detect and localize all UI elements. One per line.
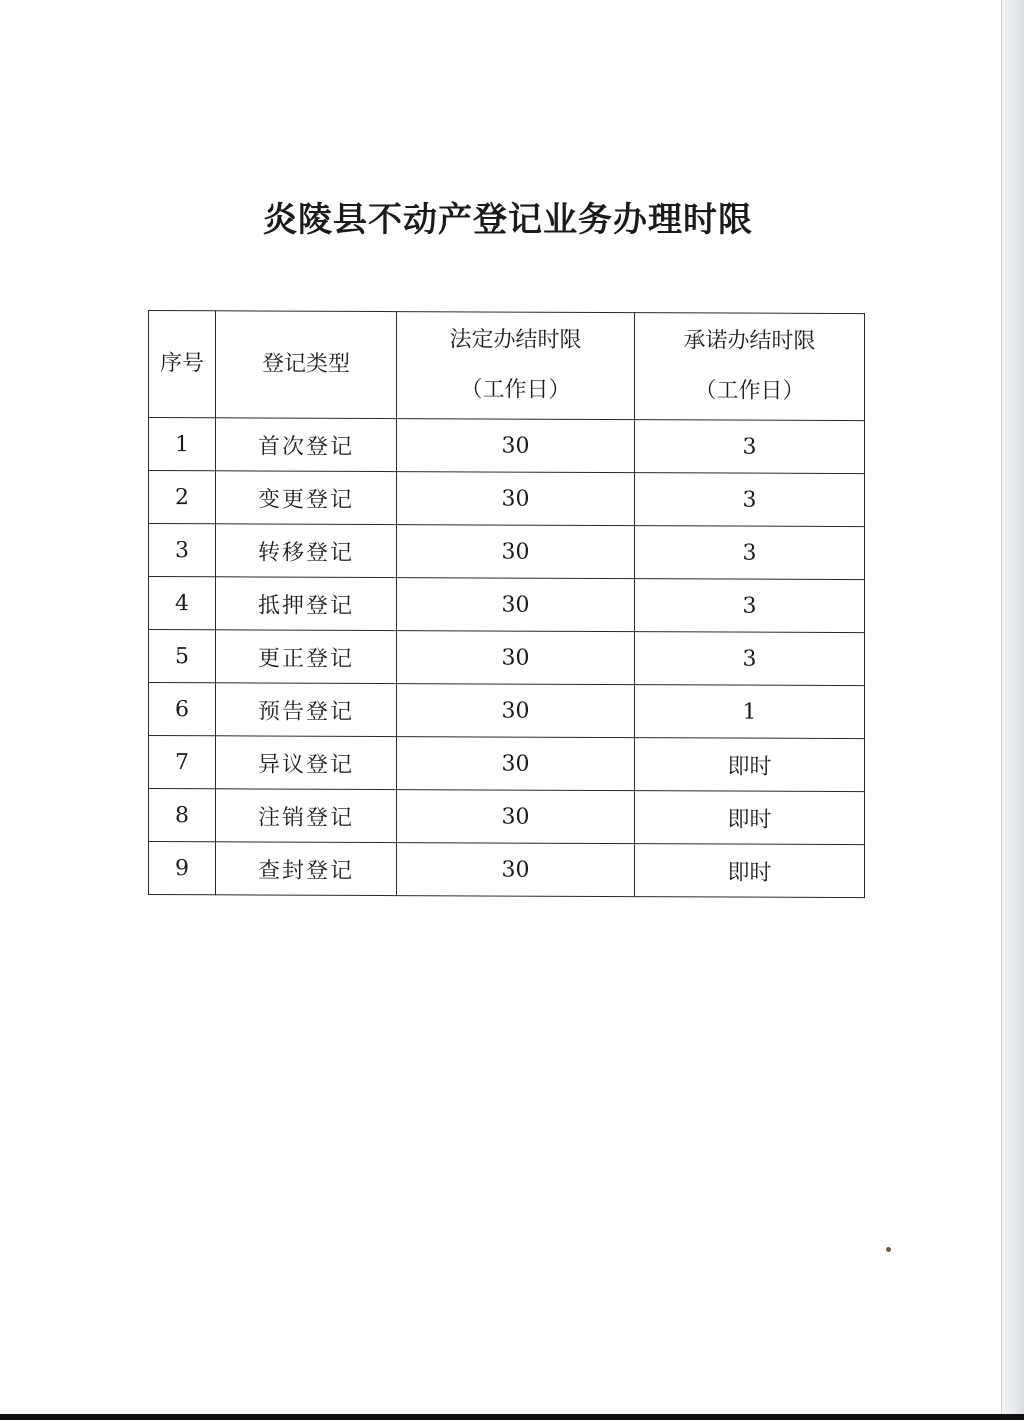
cell-registration-type: 异议登记 [216,736,397,790]
table-row [149,630,865,686]
cell-legal-days: 30 [397,737,635,791]
cell-serial-number: 8 [149,789,216,842]
cell-serial-number: 3 [149,524,216,577]
table-row [149,736,865,792]
table-row [149,789,865,845]
cell-legal-days: 30 [397,525,635,579]
header-promised-time-limit [635,313,865,421]
cell-promised-days: 3 [635,526,865,580]
cell-serial-number: 7 [149,736,216,789]
header-registration-type: 登记类型 [216,311,397,419]
processing-time-table [148,310,865,898]
cell-serial-number: 5 [149,630,216,683]
cell-legal-days: 30 [397,578,635,632]
cell-legal-days: 30 [397,684,635,738]
table-row [149,471,865,527]
cell-promised-days: 1 [635,685,865,739]
cell-registration-type: 抵押登记 [216,577,397,631]
cell-promised-days: 3 [635,420,865,474]
cell-serial-number: 9 [149,842,216,895]
document-title: 炎陵县不动产登记业务办理时限 [263,200,753,240]
cell-promised-days: 3 [635,473,865,527]
header-promised-time-limit-line1: 承诺办结时限 [683,328,816,354]
cell-promised-days: 即时 [635,844,865,898]
cell-serial-number: 2 [149,471,216,524]
cell-registration-type: 转移登记 [216,524,397,578]
cell-promised-days: 即时 [635,791,865,845]
cell-promised-days: 即时 [635,738,865,792]
cell-registration-type: 预告登记 [216,683,397,737]
table-header-row [149,311,865,421]
cell-legal-days: 30 [397,472,635,526]
cell-registration-type: 更正登记 [216,630,397,684]
header-legal-time-limit [397,312,635,420]
header-legal-time-limit-line2: （工作日） [460,377,571,403]
cell-promised-days: 3 [635,632,865,686]
cell-legal-days: 30 [397,419,635,473]
cell-serial-number: 4 [149,577,216,630]
table-row [149,524,865,580]
cell-legal-days: 30 [397,843,635,897]
cell-registration-type: 注销登记 [216,789,397,843]
cell-serial-number: 1 [149,418,216,471]
table-row [149,683,865,739]
scan-speck [886,1247,891,1252]
cell-legal-days: 30 [397,790,635,844]
table-row [149,577,865,633]
table-row [149,842,865,898]
cell-legal-days: 30 [397,631,635,685]
cell-promised-days: 3 [635,579,865,633]
table-row [149,418,865,474]
cell-serial-number: 6 [149,683,216,736]
header-serial-number: 序号 [149,311,216,418]
cell-registration-type: 变更登记 [216,471,397,525]
cell-registration-type: 查封登记 [216,842,397,896]
header-legal-time-limit-line1: 法定办结时限 [449,327,582,353]
cell-registration-type: 首次登记 [216,418,397,472]
scan-edge-bottom [0,1414,1024,1420]
header-promised-time-limit-line2: （工作日） [694,378,805,404]
